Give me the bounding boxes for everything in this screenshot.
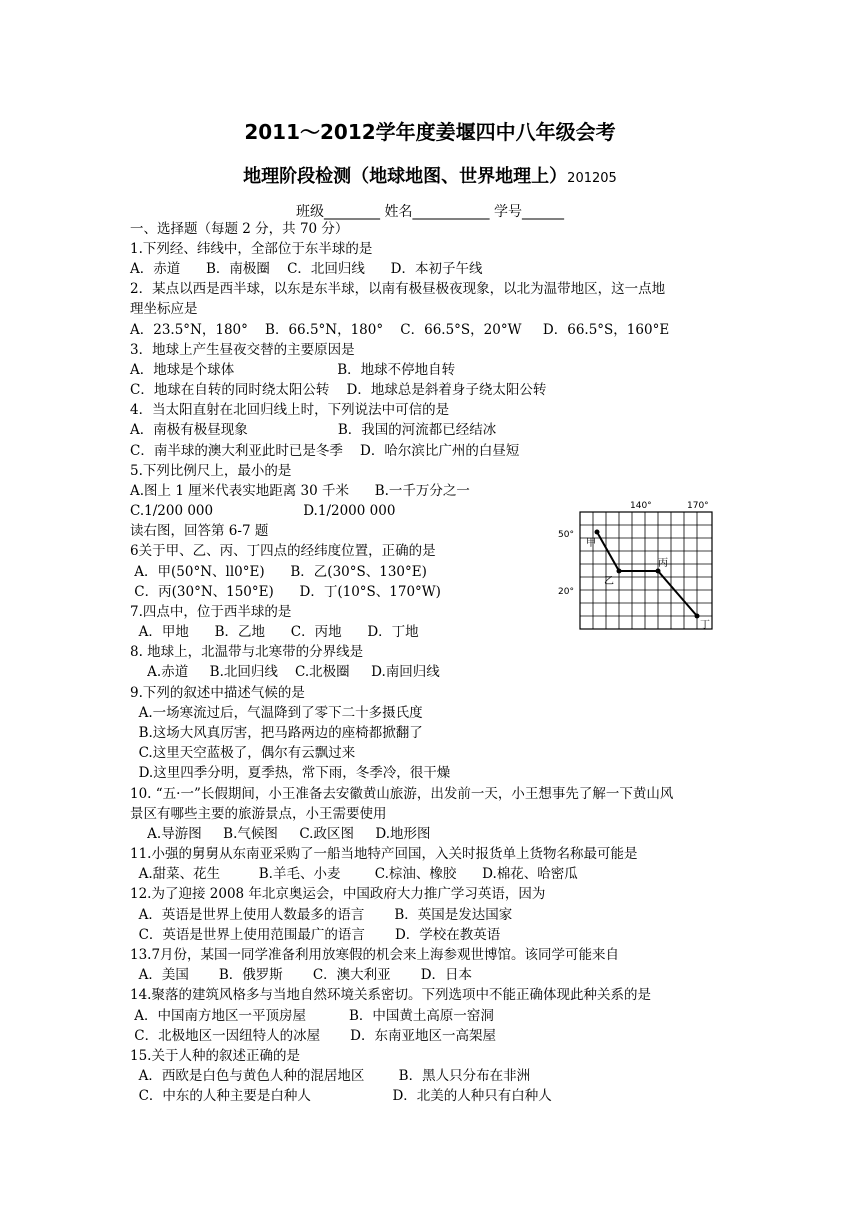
text-line: A．甲地 B．乙地 C．丙地 D．丁地 [130,624,419,640]
text-line: 12.为了迎接 2008 年北京奥运会，中国政府大力推广学习英语，因为 [130,886,546,902]
text-line: A.一场寒流过后，气温降到了零下二十多摄氏度 [130,705,423,721]
text-line: A．南极有极昼现象 B．我国的河流都已经结冰 [130,422,497,438]
point-jia [595,530,600,535]
lon-label-140: 140° [630,501,652,511]
text-line: 1.下列经、纬线中，全部位于东半球的是 [130,241,373,257]
text-line: A．赤道 B．南极圈 C．北回归线 D．本初子午线 [130,261,483,277]
text-line: C．南半球的澳大利亚此时已是冬季 D．哈尔滨比广州的白昼短 [130,443,520,459]
lat-label-20: 20° [558,587,574,597]
text-line: A.导游图 B.气候图 C.政区图 D.地形图 [130,826,431,842]
text-line: C.这里天空蓝极了，偶尔有云飘过来 [130,745,356,761]
exam-subtitle [0,162,860,188]
text-line: 6关于甲、乙、丙、丁四点的经纬度位置，正确的是 [130,543,436,559]
point-bing [656,569,661,574]
text-line: 7.四点中，位于西半球的是 [130,604,292,620]
exam-code: 201205 [567,171,617,186]
subtitle-text: 地理阶段检测（地球地图、世界地理上） [243,166,568,187]
text-line: A．地球是个球体 B．地球不停地自转 [130,362,456,378]
text-line: 9.下列的叙述中描述气候的是 [130,685,305,701]
point-label-jia: 甲 [586,538,596,549]
text-line: A.图上 1 厘米代表实地距离 30 千米 B.一千万分之一 [130,483,470,499]
route-line [597,532,697,616]
lon-label-170: 170° [687,501,709,511]
text-line: A．23.5°N，180° B．66.5°N，180° C．66.5°S，20°W D．66.5°S，160°E [130,322,670,338]
lat-label-50: 50° [558,530,574,540]
text-line: 2．某点以西是西半球，以东是东半球，以南有极昼极夜现象，以北为温带地区，这一点地 [130,281,666,297]
text-line: C．地球在自转的同时绕太阳公转 D．地球总是斜着身子绕太阳公转 [130,382,547,398]
text-line: A．美国 B．俄罗斯 C．澳大利亚 D．日本 [130,967,473,983]
text-line: 3．地球上产生昼夜交替的主要原因是 [130,342,355,358]
text-line: C．中东的人种主要是白种人 D．北美的人种只有白种人 [130,1088,552,1104]
point-label-yi: 乙 [604,576,614,587]
text-line: 14.聚落的建筑风格多与当地自然环境关系密切。下列选项中不能正确体现此种关系的是 [130,987,651,1003]
text-line: 11.小强的舅舅从东南亚采购了一船当地特产回国，入关时报货单上货物名称最可能是 [130,846,638,862]
text-line: B.这场大风真厉害，把马路两边的座椅都掀翻了 [130,725,423,741]
point-label-bing: 丙 [658,558,668,569]
text-line: C．北极地区一因纽特人的冰屋 D．东南亚地区一高架屋 [130,1028,496,1044]
text-line: 8. 地球上，北温带与北寒带的分界线是 [130,644,364,660]
text-line: 4．当太阳直射在北回归线上时，下列说法中可信的是 [130,402,450,418]
text-line: 景区有哪些主要的旅游景点，小王需要使用 [130,806,387,822]
text-line: A.甜菜、花生 B.羊毛、小麦 C.棕油、橡胶 D.棉花、哈密瓜 [130,866,578,882]
exam-title: 2011～2012学年度姜堰四中八年级会考 [244,120,616,144]
text-line: A．英语是世界上使用人数最多的语言 B．英国是发达国家 [130,907,513,923]
lat-lon-grid-diagram [550,498,720,633]
point-label-ding: 丁 [700,620,710,631]
text-line: C.1/200 000 D.1/2000 000 [130,503,396,519]
text-line: A．甲(50°N、ll0°E) B．乙(30°S、130°E) [130,564,427,580]
text-line: A．中国南方地区一平顶房屋 B．中国黄土高原一窑洞 [130,1008,494,1024]
text-line: C．丙(30°N、150°E) D．丁(10°S、170°W) [130,584,441,600]
text-line: 5.下列比例尺上，最小的是 [130,463,292,479]
point-ding [695,614,700,619]
text-line: 15.关于人种的叙述正确的是 [130,1048,300,1064]
student-info: 班级________ 姓名___________ 学号______ [296,204,564,220]
text-line: 理坐标应是 [130,301,198,317]
text-line: 13.7月份，某国一同学准备利用放寒假的机会来上海参观世博馆。该同学可能来自 [130,947,620,963]
text-line: D.这里四季分明，夏季热，常下雨，冬季冷，很干燥 [130,765,451,781]
point-yi [617,569,622,574]
text-line: 10. “五·一”长假期间，小王准备去安徽黄山旅游，出发前一天，小王想事先了解一下黄山风 [130,786,674,802]
text-line: 一、选择题（每题 2 分，共 70 分） [130,221,349,237]
text-line: 读右图，回答第 6-7 题 [130,523,269,539]
text-line: A.赤道 B.北回归线 C.北极圈 D.南回归线 [130,664,440,680]
text-line: C．英语是世界上使用范围最广的语言 D．学校在教英语 [130,927,501,943]
text-line: A．西欧是白色与黄色人种的混居地区 B．黑人只分布在非洲 [130,1068,531,1084]
